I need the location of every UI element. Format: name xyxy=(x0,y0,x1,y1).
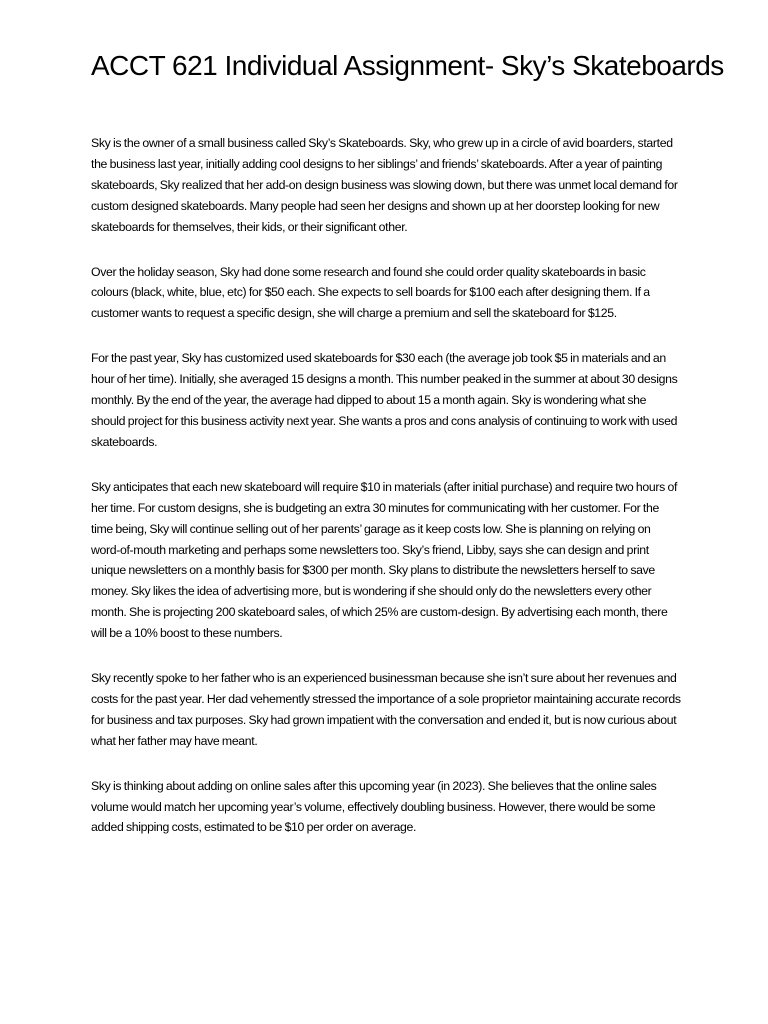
document-body xyxy=(91,133,681,862)
paragraph-pricing: Over the holiday season, Sky had done some research and found she could order quality skateboards in basic colours (black, white, blue, etc) for $50 each. She expects to sell boards for $100 each after designing them. If a customer wants to request a specific design, she will charge a premium and sell the skateboard for $125. xyxy=(91,264,650,321)
paragraph-intro: Sky is the owner of a small business called Sky’s Skateboards. Sky, who grew up in a circle of avid boarders, started the business last year, initially adding cool designs to her siblings’ and friends’ skateboards. After a year of painting skateboards, Sky realized that her add-on design business was slowing down, but there was unmet local demand for custom designed skateboards. Many people had seen her designs and shown up at her doorstep looking for new skateboards for themselves, their kids, or their significant other. xyxy=(91,136,678,234)
paragraph-projections: Sky anticipates that each new skateboard will require $10 in materials (after initial purchase) and require two hours of her time. For custom designs, she is budgeting an extra 30 minutes for communicating with her customer. For the time being, Sky will continue selling out of her parents’ garage as it keep costs low. She is planning on relying on word-of-mouth marketing and perhaps some newsletters too. Sky’s friend, Libby, says she can design and print unique newsletters on a monthly basis for $300 per month. Sky plans to distribute the newsletters herself to save money. Sky likes the idea of advertising more, but is wondering if she should only do the newsletters every other month. She is projecting 200 skateboard sales, of which 25% are custom-design. By advertising each month, there will be a 10% boost to these numbers. xyxy=(91,479,678,641)
paragraph-online-sales: Sky is thinking about adding on online sales after this upcoming year (in 2023). She believes that the online sales volume would match her upcoming year’s volume, effectively doubling business. However, there would be some added shipping costs, estimated to be $10 per order on average. xyxy=(91,778,657,835)
paragraph-father-advice: Sky recently spoke to her father who is an experienced businessman because she isn’t sure about her revenues and costs for the past year. Her dad vehemently stressed the importance of a sole proprietor maintaining accurate records for business and tax purposes. Sky had grown impatient with the conversation and ended it, but is now curious about what her father may have meant. xyxy=(91,671,681,748)
document-title: ACCT 621 Individual Assignment- Sky’s Skateboards xyxy=(91,50,724,81)
paragraph-past-year: For the past year, Sky has customized used skateboards for $30 each (the average job took $5 in materials and an hour of her time). Initially, she averaged 15 designs a month. This number peaked in the summer at about 30 designs monthly. By the end of the year, the average had dipped to about 15 a month again. Sky is wondering what she should project for this business activity next year. She wants a pros and cons analysis of continuing to work with used skateboards. xyxy=(91,351,678,449)
